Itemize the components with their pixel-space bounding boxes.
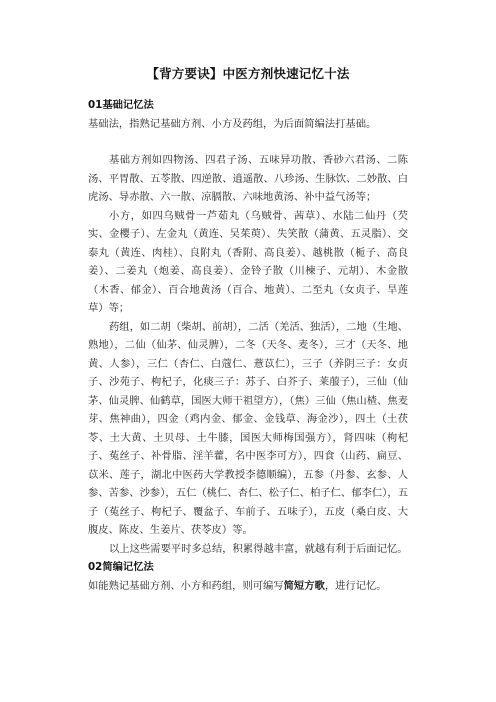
document-body — [88, 96, 408, 595]
paragraph-small-formulas: 小方，如四乌贼骨一芦茹丸（乌贼骨、茜草）、水陆二仙丹（芡实、金樱子）、左金丸（黄连、吴茱萸）、失笑散（蒲黄、五灵脂）、交泰丸（黄连、肉桂）、良附丸（香附、高良姜）、越桃散（栀子、高良姜）、二姜丸（炮姜、高良姜）、金铃子散（川楝子、元胡）、木金散（木香、郁金）、百合地黄汤（百合、地黄）、二至丸（女贞子、旱莲草）等； — [88, 209, 408, 314]
section2-intro-after: ，进行记忆。 — [324, 579, 387, 592]
paragraph-basic-formulas: 基础方剂如四物汤、四君子汤、五味异功散、香砂六君汤、二陈汤、平胃散、五苓散、四逆散、逍遥散、八珍汤、生脉饮、二妙散、白虎汤、导赤散、六一散、凉膈散、六味地黄汤、补中益气汤等； — [88, 154, 408, 203]
section1-intro: 基础法，指熟记基础方剂、小方及药组，为后面简编法打基础。 — [88, 117, 377, 130]
paragraph-gap — [88, 133, 408, 151]
section2-intro-before: 如能熟记基础方剂、小方和药组，则可编写 — [88, 579, 284, 592]
section2-heading: 02简编记忆法 — [88, 561, 154, 573]
section1-heading: 01基础记忆法 — [88, 99, 154, 111]
section2-intro-emphasis: 简短方歌 — [283, 579, 325, 592]
paragraph-summary: 以上这些需要平时多总结，积累得越丰富，就越有利于后面记忆。 — [109, 542, 408, 555]
paragraph-herb-groups: 药组，如二胡（柴胡、前胡），二活（羌活、独活），二地（生地、熟地），二仙（仙茅、仙灵脾），二冬（天冬、麦冬），三才（天冬、地黄、人参），三仁（杏仁、白蔻仁、薏苡仁），三子（养阴三子：女贞子、沙苑子、枸杞子，化痰三子：苏子、白芥子、莱菔子），三仙（仙茅、仙灵脾、仙鹤草，国医大师干祖望方），（焦）三仙（焦山楂、焦麦芽、焦神曲），四金（鸡内金、郁金、金钱草、海金沙），四土（土茯苓、土大黄、土贝母、土牛膝，国医大师梅国强方），肾四味（枸杞子、菟丝子、补骨脂、淫羊藿，名中医李可方），四食（山药、扁豆、苡米、莲子，湖北中医药大学教授李德顺编），五参（丹参、玄参、人参、苦参、沙参），五仁（桃仁、杏仁、松子仁、柏子仁、郁李仁），五子（菟丝子、枸杞子、覆盆子、车前子、五味子），五皮（桑白皮、大腹皮、陈皮、生姜片、茯苓皮）等。 — [88, 320, 408, 536]
document-title: 【背方要诀】中医方剂快速记忆十法 — [146, 66, 350, 81]
section2-intro — [88, 577, 408, 596]
